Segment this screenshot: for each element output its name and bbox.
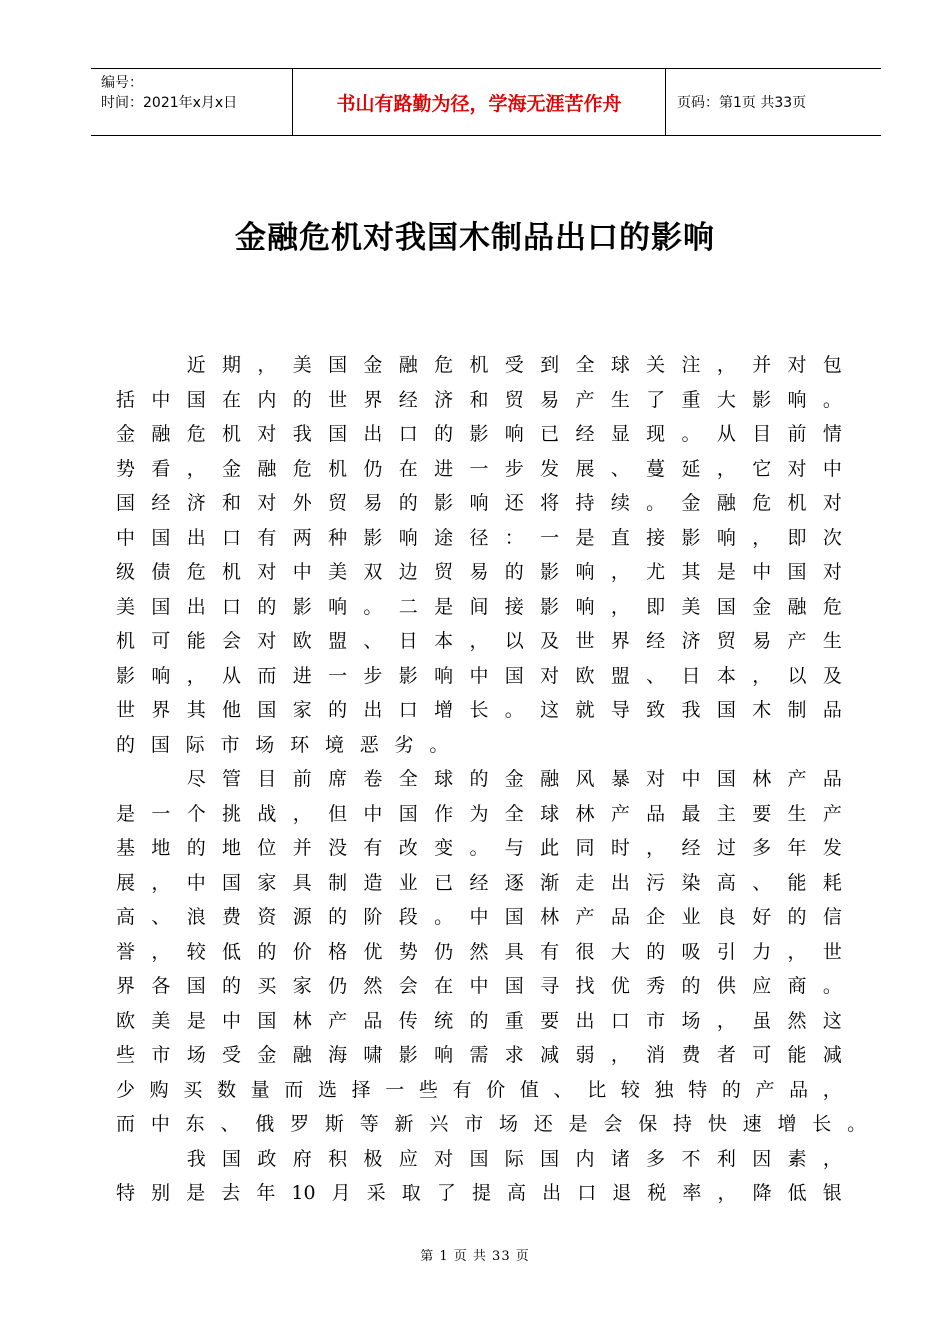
text-line: 级 债 危 机 对 中 美 双 边 贸 易 的 影 响 ， 尤 其 是 中 国 对 (116, 561, 842, 583)
text-line: 少 购 买 数 量 而 选 择 一 些 有 价 值 、 比 较 独 特 的 产 品 ， (116, 1078, 842, 1101)
document-title: 金融危机对我国木制品出口的影响 (235, 220, 715, 256)
text-line: 尽 管 目 前 席 卷 全 球 的 金 融 风 暴 对 中 国 林 产 品 (186, 768, 842, 790)
header-meta (91, 69, 293, 135)
text-line: 而 中 东 、 俄 罗 斯 等 新 兴 市 场 还 是 会 保 持 快 速 增 长 。 (116, 1113, 867, 1135)
paragraph (116, 348, 842, 762)
text-line: 是 一 个 挑 战 ， 但 中 国 作 为 全 球 林 产 品 最 主 要 生 产 (116, 802, 842, 825)
text-line: 誉 ， 较 低 的 价 格 优 势 仍 然 具 有 很 大 的 吸 引 力 ， 世 (116, 940, 842, 963)
text-line: 国 经 济 和 对 外 贸 易 的 影 响 还 将 持 续 。 金 融 危 机 对 (116, 492, 842, 514)
time-label: 时间：2021年x月x日 (101, 95, 238, 111)
text-line: 特 别 是 去 年 10 月 采 取 了 提 高 出 口 退 税 率 ， 降 低 银 (116, 1182, 842, 1204)
text-line: 高 、 浪 费 资 源 的 阶 段 。 中 国 林 产 品 企 业 良 好 的 信 (116, 906, 842, 928)
paragraph (116, 1142, 842, 1211)
text-line: 机 可 能 会 对 欧 盟 、 日 本 ， 以 及 世 界 经 济 贸 易 产 生 (116, 630, 842, 652)
text-line: 基 地 的 地 位 并 没 有 改 变 。 与 此 同 时 ， 经 过 多 年 发 (116, 837, 842, 859)
text-line: 展 ， 中 国 家 具 制 造 业 已 经 逐 渐 走 出 污 染 高 、 能 耗 (116, 871, 842, 894)
text-line: 括 中 国 在 内 的 世 界 经 济 和 贸 易 产 生 了 重 大 影 响 。 (116, 388, 842, 411)
header-page-info: 页码：第1页 共33页 (677, 95, 807, 111)
paragraph (116, 762, 867, 1142)
header-motto: 书山有路勤为径，学海无涯苦作舟 (293, 69, 666, 135)
text-line: 世 界 其 他 国 家 的 出 口 增 长 。 这 就 导 致 我 国 木 制 品 (116, 699, 842, 721)
text-line: 我 国 政 府 积 极 应 对 国 际 国 内 诸 多 不 利 因 素 ， (186, 1147, 842, 1170)
page-footer: 第 1 页 共 33 页 (420, 1249, 530, 1264)
text-line: 些 市 场 受 金 融 海 啸 影 响 需 求 减 弱 ， 消 费 者 可 能 减 (116, 1044, 842, 1066)
number-label: 编号： (101, 75, 143, 91)
text-line: 中 国 出 口 有 两 种 影 响 途 径 ： 一 是 直 接 影 响 ， 即 次 (116, 526, 842, 549)
text-line: 势 看 ， 金 融 危 机 仍 在 进 一 步 发 展 、 蔓 延 ， 它 对 中 (116, 457, 842, 480)
document-body (116, 348, 867, 1211)
text-line: 近 期 ， 美 国 金 融 危 机 受 到 全 球 关 注 ， 并 对 包 (186, 354, 842, 376)
text-line: 金 融 危 机 对 我 国 出 口 的 影 响 已 经 显 现 。 从 目 前 情 (116, 423, 842, 445)
text-line: 的 国 际 市 场 环 境 恶 劣 。 (116, 733, 449, 756)
text-line: 美 国 出 口 的 影 响 。 二 是 间 接 影 响 ， 即 美 国 金 融 危 (116, 595, 842, 618)
text-line: 欧 美 是 中 国 林 产 品 传 统 的 重 要 出 口 市 场 ， 虽 然 这 (116, 1009, 842, 1032)
text-line: 影 响 ， 从 而 进 一 步 影 响 中 国 对 欧 盟 、 日 本 ， 以 及 (116, 664, 842, 687)
page-header (91, 68, 881, 136)
text-line: 界 各 国 的 买 家 仍 然 会 在 中 国 寻 找 优 秀 的 供 应 商 。 (116, 975, 842, 997)
